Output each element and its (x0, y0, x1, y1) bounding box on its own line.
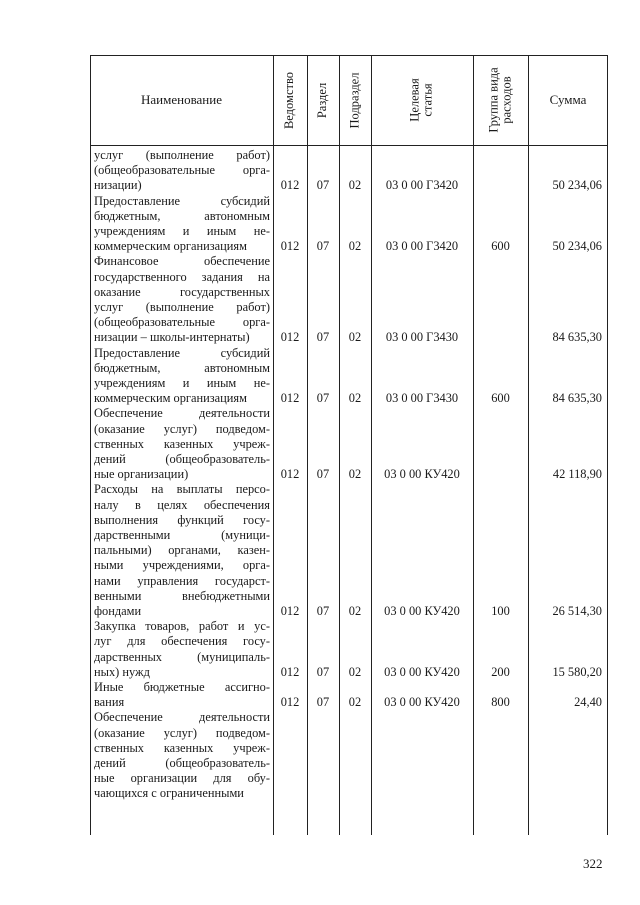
row-podr-cell: 02 (348, 239, 362, 254)
row-name-line: услуг (выполнение работ) (94, 148, 270, 162)
row-sum-cell: 50 234,06 (552, 239, 602, 254)
row-name-line: (оказание услуг) подведом- (94, 421, 270, 436)
row-name-line: нами управления государст- (94, 573, 270, 588)
row-razd-cell: 07 (316, 330, 330, 345)
row-name-line: Иные бюджетные ассигно- (94, 680, 270, 694)
row-sum-cell: 24,40 (574, 695, 602, 710)
col-divider (607, 55, 608, 835)
row-group-cell: 100 (491, 604, 510, 618)
row-name-line: дарственных (муниципаль- (94, 649, 270, 664)
row-name-line: Предоставление субсидий (94, 193, 270, 208)
row-ved-cell: 012 (280, 330, 300, 345)
row-name-line: фондами (94, 603, 142, 618)
row-target-cell: 03 0 00 КУ420 (384, 467, 460, 482)
row-name-line: дений (общеобразователь- (94, 451, 270, 466)
row-podr-cell: 02 (348, 604, 362, 618)
row-podr-cell: 02 (348, 178, 362, 193)
row-name-line: Обеспечение деятельности (94, 406, 270, 421)
row-ved-cell: 012 (280, 178, 300, 193)
row-name-cell (94, 194, 270, 255)
header-razdel-label: Раздел (315, 82, 330, 118)
row-target-cell: 03 0 00 Г3420 (385, 239, 459, 254)
row-name-line: ственных казенных учреж- (94, 436, 270, 451)
row-ved-cell: 012 (280, 604, 300, 618)
row-podr-cell: 02 (348, 664, 362, 679)
row-ved-cell: 012 (280, 467, 300, 482)
row-name-line: (общеобразовательные орга- (94, 163, 270, 178)
row-ved-cell: 012 (280, 695, 300, 710)
row-podr-cell: 02 (348, 391, 362, 406)
row-name-line: Расходы на выплаты персо- (94, 482, 270, 497)
row-name-cell (94, 346, 270, 407)
header-vedomstvo (273, 55, 307, 145)
row-target-cell: 03 0 00 КУ420 (384, 604, 460, 618)
row-name-line: Предоставление субсидий (94, 345, 270, 360)
row-name-line: вания (94, 695, 125, 710)
row-name-line: учреждениям и иным не- (94, 223, 270, 238)
col-divider (473, 55, 474, 835)
header-target-label (409, 78, 435, 121)
row-name-line: пальными) органами, казен- (94, 543, 270, 558)
header-target-line2: статья (421, 83, 435, 117)
row-razd-cell: 07 (316, 178, 330, 193)
row-name-line: луг для обеспечения госу- (94, 634, 270, 649)
row-sum-cell: 42 118,90 (552, 467, 602, 482)
row-group-cell: 200 (491, 664, 510, 679)
row-name-line: Закупка товаров, работ и ус- (94, 619, 270, 634)
page-number: 322 (583, 856, 603, 871)
row-ved-cell: 012 (280, 239, 300, 254)
row-group-cell: 600 (491, 239, 510, 254)
row-name-line: (общеобразовательные орга- (94, 315, 270, 330)
row-name-line: ных) нужд (94, 664, 150, 679)
row-name-cell (94, 406, 270, 482)
header-bottom-border (90, 145, 608, 146)
col-divider (371, 55, 372, 835)
row-target-cell: 03 0 00 Г3430 (385, 391, 459, 406)
row-name-cell (94, 619, 270, 680)
row-name-line: ные организации) (94, 467, 189, 482)
row-name-line: дарственными (муници- (94, 527, 270, 542)
row-name-line: (оказание услуг) подведом- (94, 725, 270, 740)
row-target-cell: 03 0 00 КУ420 (384, 695, 460, 710)
row-sum-cell: 84 635,30 (552, 330, 602, 345)
row-name-line: низации – школы-интернаты) (94, 330, 250, 345)
header-group-label (488, 67, 514, 132)
row-name-line: учреждениям и иным не- (94, 375, 270, 390)
row-podr-cell: 02 (348, 467, 362, 482)
row-name-line: низации) (94, 178, 142, 193)
row-sum-cell: 15 580,20 (552, 664, 602, 679)
row-name-line: венными внебюджетными (94, 588, 270, 603)
col-divider (307, 55, 308, 835)
row-name-line: дений (общеобразователь- (94, 755, 270, 770)
header-podrazdel (339, 55, 371, 145)
row-name-cell (94, 254, 270, 345)
row-razd-cell: 07 (316, 695, 330, 710)
row-group-cell: 800 (491, 695, 510, 710)
header-name: Наименование (141, 92, 222, 107)
row-name-line: бюджетным, автономным (94, 208, 270, 223)
row-razd-cell: 07 (316, 239, 330, 254)
row-name-line: ными учреждениями, орга- (94, 558, 270, 573)
row-sum-cell: 50 234,06 (552, 178, 602, 193)
row-target-cell: 03 0 00 Г3420 (385, 178, 459, 193)
row-ved-cell: 012 (280, 664, 300, 679)
row-razd-cell: 07 (316, 391, 330, 406)
header-vedomstvo-label: Ведомство (282, 71, 297, 129)
header-group-line1: Группа вида (486, 67, 501, 133)
col-divider (90, 55, 91, 835)
row-sum-cell: 26 514,30 (552, 604, 602, 618)
row-name-line: чающихся с ограниченными (94, 786, 244, 801)
col-divider (273, 55, 274, 835)
row-razd-cell: 07 (316, 664, 330, 679)
budget-table (90, 55, 608, 835)
row-name-line: коммерческим организациям (94, 391, 247, 406)
row-name-line: налу в целях обеспечения (94, 497, 270, 512)
row-name-line: ные организации для обу- (94, 771, 270, 786)
row-razd-cell: 07 (316, 604, 330, 618)
col-divider (339, 55, 340, 835)
row-name-line: Обеспечение деятельности (94, 710, 270, 725)
row-name-line: государственного задания на (94, 269, 270, 284)
header-podrazdel-label: Подраздел (347, 72, 362, 128)
header-target-line1: Целевая (408, 78, 422, 122)
row-group-cell: 600 (491, 391, 510, 406)
row-name-cell (94, 148, 270, 194)
row-name-line: ственных казенных учреж- (94, 740, 270, 755)
row-name-line: коммерческим организациям (94, 239, 247, 254)
row-name-line: бюджетным, автономным (94, 360, 270, 375)
header-sum: Сумма (549, 92, 587, 107)
header-razdel (307, 55, 339, 145)
row-name-cell (94, 482, 270, 619)
row-ved-cell: 012 (280, 391, 300, 406)
col-divider (528, 55, 529, 835)
row-name-line: оказание государственных (94, 284, 270, 299)
row-sum-cell: 84 635,30 (552, 391, 602, 406)
row-razd-cell: 07 (316, 467, 330, 482)
header-target (371, 55, 473, 145)
row-name-cell (94, 680, 270, 710)
row-target-cell: 03 0 00 КУ420 (384, 664, 460, 679)
row-name-line: выполнения функций госу- (94, 512, 270, 527)
header-group-line2: расходов (499, 76, 514, 124)
row-name-cell (94, 710, 270, 801)
row-target-cell: 03 0 00 Г3430 (385, 330, 459, 345)
header-group (473, 55, 528, 145)
row-name-line: Финансовое обеспечение (94, 254, 270, 269)
row-podr-cell: 02 (348, 330, 362, 345)
row-name-line: услуг (выполнение работ) (94, 299, 270, 314)
row-podr-cell: 02 (348, 695, 362, 710)
